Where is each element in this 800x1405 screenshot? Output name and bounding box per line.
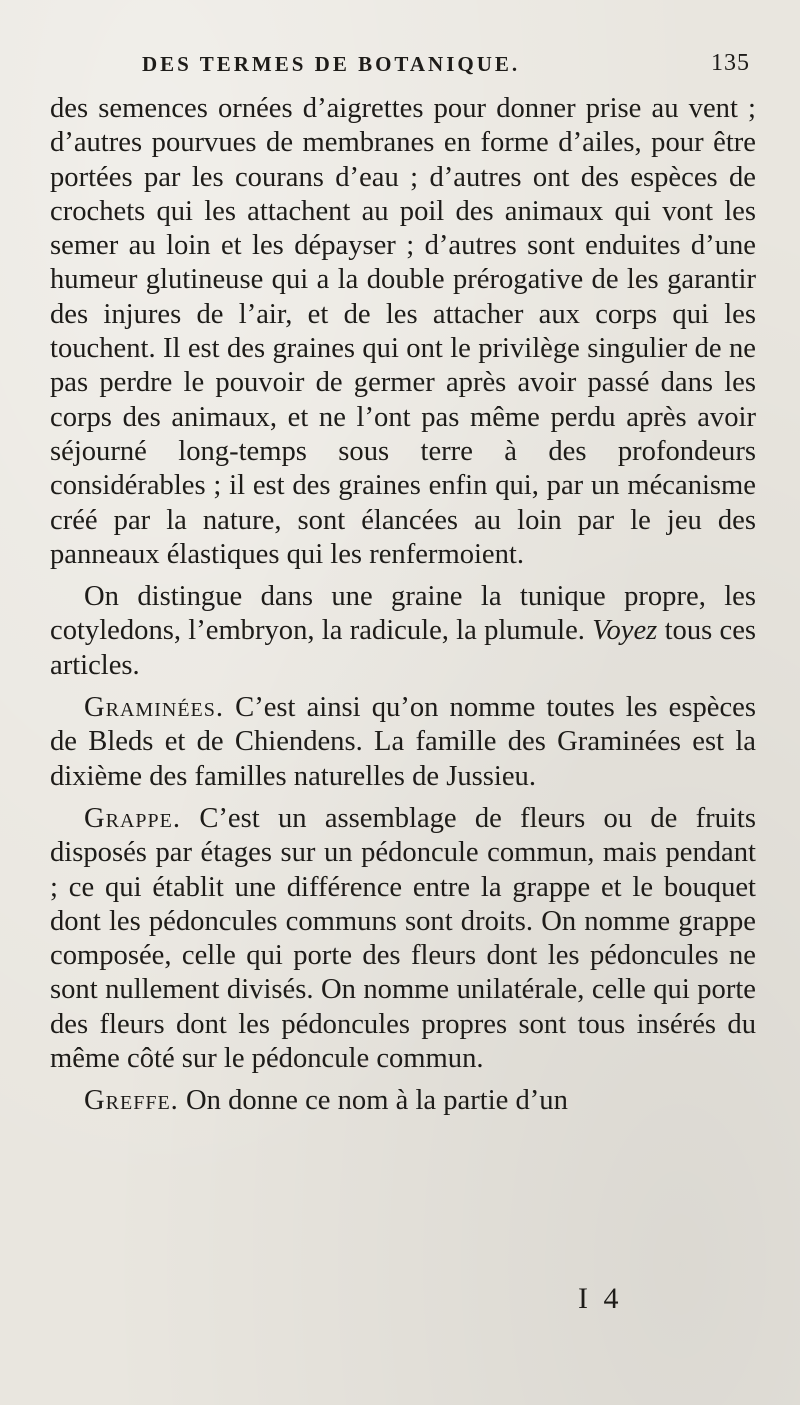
entry-definition: On donne ce nom à la partie d’un: [185, 1085, 568, 1117]
entry-definition: C’est ainsi qu’on nomme toutes les espèces de Bleds et de Chiendens. La famille des Graminées est la dixième des familles naturelles de Jussieu.: [50, 692, 756, 792]
entry-grappe: [50, 802, 756, 1076]
signature-mark: I 4: [578, 1282, 623, 1315]
page-number: 135: [711, 50, 750, 76]
book-page: [50, 48, 756, 1119]
paragraph-text: On distingue dans une graine la tunique propre, les cotyledons, l’embryon, la radicule, la plumule.: [50, 581, 756, 647]
entry-definition: C’est un assemblage de fleurs ou de fruits disposés par étages sur un pédoncule commun, mais pendant ; ce qui établit une différence entre la grappe et le bouquet dont les pédoncules communs sont droits. On nomme grappe composée, celle qui porte des fleurs dont les pédoncules ne sont nullement divisés. On nomme unilatérale, celle qui porte des fleurs dont les pédoncules propres sont tous insérés du même côté sur le pédoncule commun.: [50, 802, 756, 1075]
entry-term: Graminées.: [84, 692, 225, 724]
running-title: DES TERMES DE BOTANIQUE.: [142, 52, 521, 76]
paragraph-tail: tous ces articles.: [50, 615, 757, 681]
running-head: [50, 48, 756, 92]
entry-graminees: [50, 691, 756, 794]
paragraph-continuation: [50, 92, 756, 572]
entry-term: Grappe.: [84, 802, 182, 834]
entry-greffe: [50, 1084, 756, 1118]
entry-term: Greffe.: [84, 1085, 179, 1117]
paragraph-text: des semences ornées d’aigrettes pour donner prise au vent ; d’autres pourvues de membranes en forme d’ailes, pour être portées par les courans d’eau ; d’autres ont des espèces de crochets qui les attachent au poil des animaux qui vont les semer au loin et les dépayser ; d’autres sont enduites d’une humeur glutineuse qui a la double prérogative de les garantir des injures de l’air, et de les attacher aux corps qui les touchent. Il est des graines qui ont le privilège singulier de ne pas perdre le pouvoir de germer après avoir passé dans les corps des animaux, et ne l’ont pas même perdu après avoir séjourné long-temps sous terre à des profondeurs considérables ; il est des graines enfin qui, par un mécanisme créé par la nature, sont élancées au loin par le jeu des panneaux élastiques qui les renfermoient.: [50, 93, 756, 570]
paragraph-graine: [50, 580, 756, 683]
see-reference: Voyez: [592, 615, 658, 647]
